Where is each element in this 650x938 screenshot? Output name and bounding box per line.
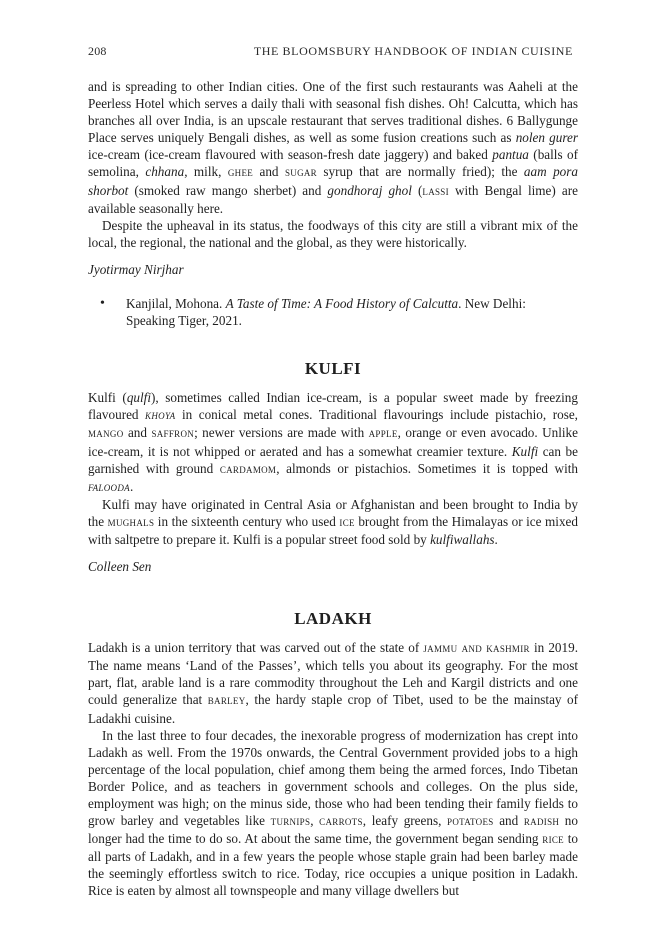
cross-ref-jammu-and-kashmir: jammu and kashmir bbox=[423, 641, 530, 656]
text-run: (balls of semolina, bbox=[88, 147, 578, 180]
cross-ref-carrots: carrots bbox=[319, 814, 363, 829]
text-run: (smoked raw mango sherbet) and bbox=[128, 182, 328, 198]
cross-ref-mango: mango bbox=[88, 426, 124, 441]
text-run: ice-cream (ice-cream flavoured with season-fresh date jaggery) and baked bbox=[88, 147, 493, 163]
text-run: . bbox=[129, 478, 134, 494]
text-run: in the sixteenth century who used bbox=[154, 513, 340, 529]
text-run: ), sometimes called Indian ice-cream, is a popular sweet made by freezing flavoured bbox=[88, 390, 578, 423]
term-aam-pora-shorbot: aam pora shorbot bbox=[88, 164, 578, 198]
cross-ref-sugar: sugar bbox=[284, 165, 317, 180]
cross-ref-ghee: ghee bbox=[227, 165, 254, 180]
author-byline: Colleen Sen bbox=[88, 559, 152, 575]
cross-ref-turnips: turnips bbox=[270, 814, 311, 829]
text-run: can be garnished with ground bbox=[88, 443, 578, 476]
ladakh-paragraph-1 bbox=[88, 639, 578, 726]
kulfi-paragraph-1 bbox=[88, 389, 578, 496]
text-run: , milk, bbox=[184, 164, 228, 180]
cross-ref-ice: ice bbox=[339, 514, 355, 529]
running-title: THE BLOOMSBURY HANDBOOK OF INDIAN CUISINE bbox=[253, 44, 573, 58]
page-body bbox=[88, 78, 578, 900]
text-run: no longer had the time to do so. At about the same time, the government began sending bbox=[88, 813, 578, 847]
bullet-icon: • bbox=[100, 296, 105, 312]
text-run: ( bbox=[411, 182, 423, 198]
calcutta-paragraph-2: Despite the upheaval in its status, the foodways of this city are still a vibrant mix of the local, the regional, the national and the global, as they were historically. bbox=[88, 217, 578, 250]
entry-heading-ladakh: LADAKH bbox=[294, 609, 372, 629]
running-header bbox=[88, 44, 573, 59]
cross-ref-lassi: lassi bbox=[422, 183, 449, 198]
text-run: and bbox=[123, 425, 152, 441]
text-run: in 2019. The name means ‘Land of the Passes’, which tells you about its geography. For the most part, flat, arable land is a rare commodity throughout the Leh and Kargil districts and one could generalize that bbox=[88, 640, 578, 708]
text-run: , the hardy staple crop of Tibet, used to be the mainstay of Ladakhi cuisine. bbox=[88, 692, 579, 726]
bibliography-text bbox=[126, 295, 546, 329]
entry-heading-kulfi: KULFI bbox=[304, 359, 362, 379]
text-run: In the last three to four decades, the inexorable progress of modernization has crept into Ladakh as well. From the 1970s onwards, the Central Government provided jobs to a high percentage of the local population, chief among them being the armed forces, Indo Tibetan Border Police, and as teachers in government schools and colleges. On the plus side, employment was high; on the minus side, those who had been tending their family fields to grow barley and vegetables like bbox=[88, 727, 578, 829]
text-run: Ladakh is a union territory that was carved out of the state of bbox=[88, 640, 424, 656]
text-run: and bbox=[493, 813, 524, 829]
cross-ref-cardamom: cardamom bbox=[219, 461, 277, 476]
text-run: . bbox=[494, 531, 498, 547]
text-run: with Bengal lime) are available seasonally here. bbox=[88, 182, 578, 216]
cross-ref-khoya: khoya bbox=[145, 408, 176, 423]
ladakh-paragraph-2 bbox=[88, 727, 578, 900]
text-run: and is spreading to other Indian cities. One of the first such restaurants was Aaheli at the Peerless Hotel which serves a daily thali with seasonal fish dishes. Oh! Calcutta, which has branches all over India, is an upscale restaurant that serves traditional dishes. 6 Ballygunge Place serves uniquely Bengali dishes, as well as some fusion creations such as bbox=[88, 79, 578, 146]
author-byline: Jyotirmay Nirjhar bbox=[88, 261, 184, 277]
text-run: , orange or even avocado. Unlike ice-cream, it is not whipped or aerated and has a somewhat creamier texture. bbox=[88, 425, 579, 459]
calcutta-paragraph-1 bbox=[88, 78, 578, 217]
term-gondhoraj-ghol: gondhoraj ghol bbox=[327, 182, 412, 198]
cross-ref-rice: rice bbox=[542, 832, 564, 847]
text-run: Kanjilal, Mohona. bbox=[126, 296, 226, 312]
text-run: , bbox=[310, 813, 320, 829]
text-run: to all parts of Ladakh, and in a few years the people whose staple grain had been barley made the seemingly effortless switch to rice. Today, rice occupies a unique position in Ladakh. Rice is eaten by almost all townspeople and many village dwellers but bbox=[88, 831, 578, 899]
text-run: , leafy greens, bbox=[362, 813, 448, 829]
cross-ref-saffron: saffron bbox=[151, 426, 195, 441]
term-kulfiwallahs: kulfiwallahs bbox=[430, 531, 495, 547]
term-nolen-gurer: nolen gurer bbox=[515, 130, 578, 146]
cross-ref-barley: barley bbox=[207, 693, 246, 708]
text-run: Kulfi may have originated in Central Asia or Afghanistan and been brought to India by the bbox=[88, 496, 578, 529]
text-run: Kulfi ( bbox=[88, 390, 127, 406]
text-run: in conical metal cones. Traditional flavourings include pistachio, rose, bbox=[175, 407, 578, 423]
text-run: , almonds or pistachios. Sometimes it is topped with bbox=[276, 460, 578, 476]
text-run: . New Delhi: Speaking Tiger, 2021. bbox=[126, 296, 526, 329]
kulfi-paragraph-2 bbox=[88, 496, 578, 548]
term-pantua: pantua bbox=[492, 147, 529, 163]
term-chhana: chhana bbox=[145, 164, 185, 180]
bibliography-item bbox=[88, 295, 578, 329]
cross-ref-mughals: mughals bbox=[107, 514, 155, 529]
term-kulfi: Kulfi bbox=[511, 443, 539, 459]
page-number: 208 bbox=[88, 44, 107, 58]
book-title: A Taste of Time: A Food History of Calcutta bbox=[225, 296, 459, 312]
text-run: syrup that are normally fried); the bbox=[316, 164, 524, 180]
cross-ref-apple: apple bbox=[368, 426, 398, 441]
text-run: ; newer versions are made with bbox=[194, 425, 369, 441]
cross-ref-potatoes: potatoes bbox=[447, 814, 494, 829]
text-run: brought from the Himalayas or ice mixed with saltpetre to prepare it. Kulfi is a popular street food sold by bbox=[88, 513, 578, 547]
cross-ref-falooda: falooda bbox=[88, 479, 130, 494]
cross-ref-radish: radish bbox=[523, 814, 560, 829]
text-run: and bbox=[253, 164, 285, 180]
term-qulfi: qulfi bbox=[126, 390, 152, 406]
